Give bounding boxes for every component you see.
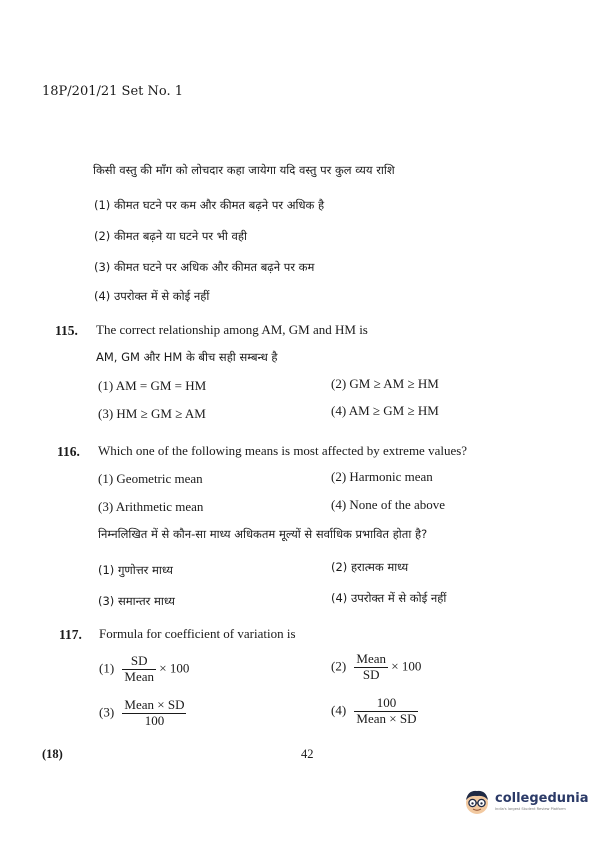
q116-option-en-3: (3) Arithmetic mean xyxy=(98,499,204,514)
prev-question-hindi-stem: किसी वस्तु की माँग को लोचदार कहा जायेगा यदि वस्तु पर कुल व्यय राशि xyxy=(93,163,395,177)
q117-option-1-label: (1) xyxy=(99,660,115,676)
set-number-header: 18P/201/21 Set No. 1 xyxy=(42,84,184,99)
q117-option-3-label: (3) xyxy=(99,704,115,720)
prev-option-2: (2) कीमत बढ़ने या घटने पर भी वही xyxy=(94,229,247,243)
brand-name: collegedunia xyxy=(495,790,589,806)
q115-hindi: AM, GM और HM के बीच सही सम्बन्ध है xyxy=(96,350,278,364)
q116-option-hi-4: (4) उपरोक्त में से कोई नहीं xyxy=(331,591,447,605)
q115-option-3: (3) HM ≥ GM ≥ AM xyxy=(98,406,206,421)
q116-option-en-2: (2) Harmonic mean xyxy=(331,469,433,484)
q115-option-1: (1) AM = GM = HM xyxy=(98,378,207,393)
fraction-numerator: SD xyxy=(122,654,156,670)
q117-english: Formula for coefficient of variation is xyxy=(99,626,296,641)
q117-option-4 xyxy=(331,696,418,727)
fraction-numerator: Mean xyxy=(356,651,387,666)
q117-option-1 xyxy=(99,654,189,685)
fraction-denominator: Mean xyxy=(124,668,155,684)
fraction-denominator: Mean × SD xyxy=(356,710,417,726)
fraction xyxy=(354,652,388,683)
fraction-denominator: SD xyxy=(362,666,380,682)
collegedunia-logo xyxy=(462,786,589,816)
q116-option-hi-2: (2) हरात्मक माध्य xyxy=(331,560,409,574)
q116-option-en-4: (4) None of the above xyxy=(331,497,446,512)
q117-option-2-label: (2) xyxy=(331,658,347,674)
page-number: 42 xyxy=(301,747,314,761)
q117-option-4-label: (4) xyxy=(331,702,347,718)
q116-option-en-1: (1) Geometric mean xyxy=(98,471,203,486)
fraction-denominator: 100 xyxy=(144,712,165,728)
prev-option-1: (1) कीमत घटने पर कम और कीमत बढ़ने पर अधिक है xyxy=(94,198,325,212)
q117-option-3 xyxy=(99,698,186,729)
fraction-numerator: 100 xyxy=(354,696,418,712)
q115-option-2: (2) GM ≥ AM ≥ HM xyxy=(331,376,439,391)
footer-code: (18) xyxy=(42,747,63,761)
question-number-115: 115. xyxy=(55,323,78,338)
q116-option-hi-3: (3) समान्तर माध्य xyxy=(98,594,175,608)
q115-english: The correct relationship among AM, GM and HM is xyxy=(96,322,368,337)
fraction xyxy=(122,698,186,729)
brand-tagline: India's largest Student Review Platform xyxy=(495,806,566,811)
question-number-117: 117. xyxy=(59,627,82,642)
multiplier: × 100 xyxy=(159,660,190,676)
fraction xyxy=(354,696,418,727)
prev-option-3: (3) कीमत घटने पर अधिक और कीमत बढ़ने पर कम xyxy=(94,260,315,274)
q116-english: Which one of the following means is most affected by extreme values? xyxy=(98,443,468,458)
prev-option-4: (4) उपरोक्त में से कोई नहीं xyxy=(94,289,210,303)
fraction-numerator: Mean × SD xyxy=(124,697,185,712)
fraction xyxy=(122,654,156,685)
q117-option-2 xyxy=(331,652,421,683)
multiplier: × 100 xyxy=(391,658,422,674)
q116-option-hi-1: (1) गुणोत्तर माध्य xyxy=(98,563,173,577)
q115-option-4: (4) AM ≥ GM ≥ HM xyxy=(331,403,439,418)
q116-hindi: निम्नलिखित में से कौन-सा माध्य अधिकतम मूल्यों से सर्वाधिक प्रभावित होता है? xyxy=(98,527,428,541)
student-mascot-icon xyxy=(462,786,492,816)
question-number-116: 116. xyxy=(57,444,80,459)
